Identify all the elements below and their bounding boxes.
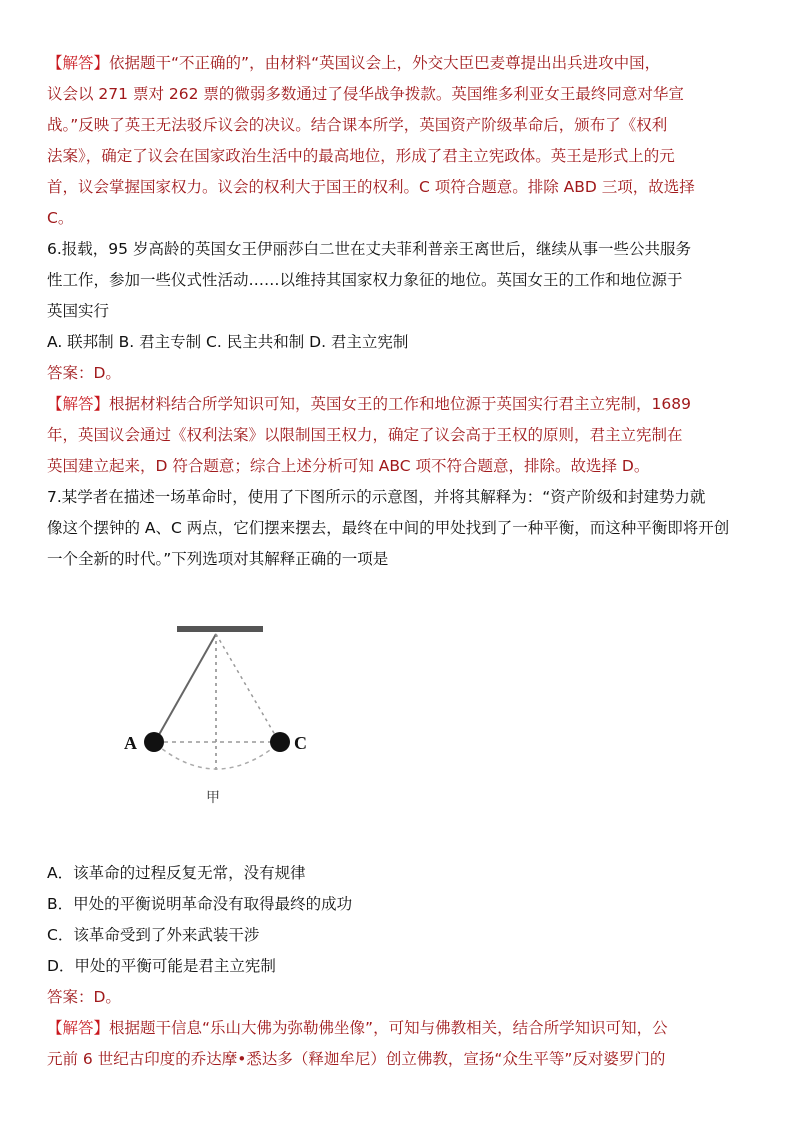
question-7-line-2: 像这个摆钟的 A、C 两点，它们摆来摆去，最终在中间的甲处找到了一种平衡，而这种平衡即将开创: [47, 519, 730, 537]
pendulum-string-solid: [156, 634, 216, 740]
analysis-7: [47, 1013, 752, 1075]
pendulum-support-bar: [177, 626, 263, 632]
pendulum-bob-c: [270, 732, 290, 752]
analysis-7-line-1: 【解答】根据题干信息“乐山大佛为弥勒佛坐像”，可知与佛教相关，结合所学知识可知，公: [47, 1019, 668, 1037]
question-6-line-3: 英国实行: [47, 302, 110, 320]
pendulum-diagram: [110, 612, 330, 812]
pendulum-bob-a: [144, 732, 164, 752]
question-6-line-2: 性工作，参加一些仪式性活动……以维持其国家权力象征的地位。英国女王的工作和地位源于: [47, 271, 683, 289]
question-7-line-1: 7.某学者在描述一场革命时，使用了下图所示的示意图，并将其解释为：“资产阶级和封建势力就: [47, 488, 706, 506]
pendulum-svg: [110, 612, 330, 812]
question-6-answer: 答案：D。: [47, 364, 121, 382]
question-7-line-3: 一个全新的时代。”下列选项对其解释正确的一项是: [47, 550, 389, 568]
analysis-5-line-6: C。: [47, 209, 74, 227]
question-7-answer: 答案：D。: [47, 988, 121, 1006]
analysis-7-tag: 【解答】: [47, 1019, 110, 1037]
analysis-5-line-4: 法案》，确定了议会在国家政治生活中的最高地位，形成了君主立宪政体。英王是形式上的元: [47, 147, 675, 165]
question-7-option-a: A．该革命的过程反复无常，没有规律: [47, 864, 306, 882]
analysis-5-line-3: 战。”反映了英王无法驳斥议会的决议。结合课本所学，英国资产阶级革命后，颁布了《权利: [47, 116, 668, 134]
analysis-6-line-3: 英国建立起来，D 符合题意；综合上述分析可知 ABC 项不符合题意，排除。故选择 D。: [47, 457, 650, 475]
analysis-6-line-1: 【解答】根据材料结合所学知识可知，英国女王的工作和地位源于英国实行君主立宪制，1689: [47, 395, 691, 413]
pendulum-string-dashed: [216, 634, 278, 740]
label-a: A: [124, 733, 137, 753]
question-7-option-d: D．甲处的平衡可能是君主立宪制: [47, 957, 276, 975]
analysis-7-line-2: 元前 6 世纪古印度的乔达摩•悉达多（释迦牟尼）创立佛教，宣扬“众生平等”反对婆罗门的: [47, 1050, 666, 1068]
analysis-6-tag: 【解答】: [47, 395, 110, 413]
pendulum-arc: [156, 744, 278, 769]
question-7-options: [47, 858, 752, 1013]
document-page: [47, 48, 752, 575]
question-7-option-c: C．该革命受到了外来武装干涉: [47, 926, 260, 944]
analysis-5-line-1: 【解答】依据题干“不正确的”，由材料“英国议会上，外交大臣巴麦尊提出出兵进攻中国，: [47, 54, 661, 72]
question-7-option-b: B．甲处的平衡说明革命没有取得最终的成功: [47, 895, 353, 913]
analysis-5-line-5: 首，议会掌握国家权力。议会的权利大于国王的权利。C 项符合题意。排除 ABD 三项，故选择: [47, 178, 695, 196]
analysis-5-line-2: 议会以 271 票对 262 票的微弱多数通过了侵华战争拨款。英国维多利亚女王最终同意对华宣: [47, 85, 684, 103]
analysis-6-line-2: 年，英国议会通过《权利法案》以限制国王权力，确定了议会高于王权的原则，君主立宪制在: [47, 426, 683, 444]
analysis-5-tag: 【解答】: [47, 54, 110, 72]
label-jia: 甲: [206, 790, 220, 806]
question-6-options: A. 联邦制 B. 君主专制 C. 民主共和制 D. 君主立宪制: [47, 333, 409, 351]
question-6-line-1: 6.报载，95 岁高龄的英国女王伊丽莎白二世在丈夫菲利普亲王离世后，继续从事一些公共服务: [47, 240, 691, 258]
label-c: C: [294, 733, 307, 753]
